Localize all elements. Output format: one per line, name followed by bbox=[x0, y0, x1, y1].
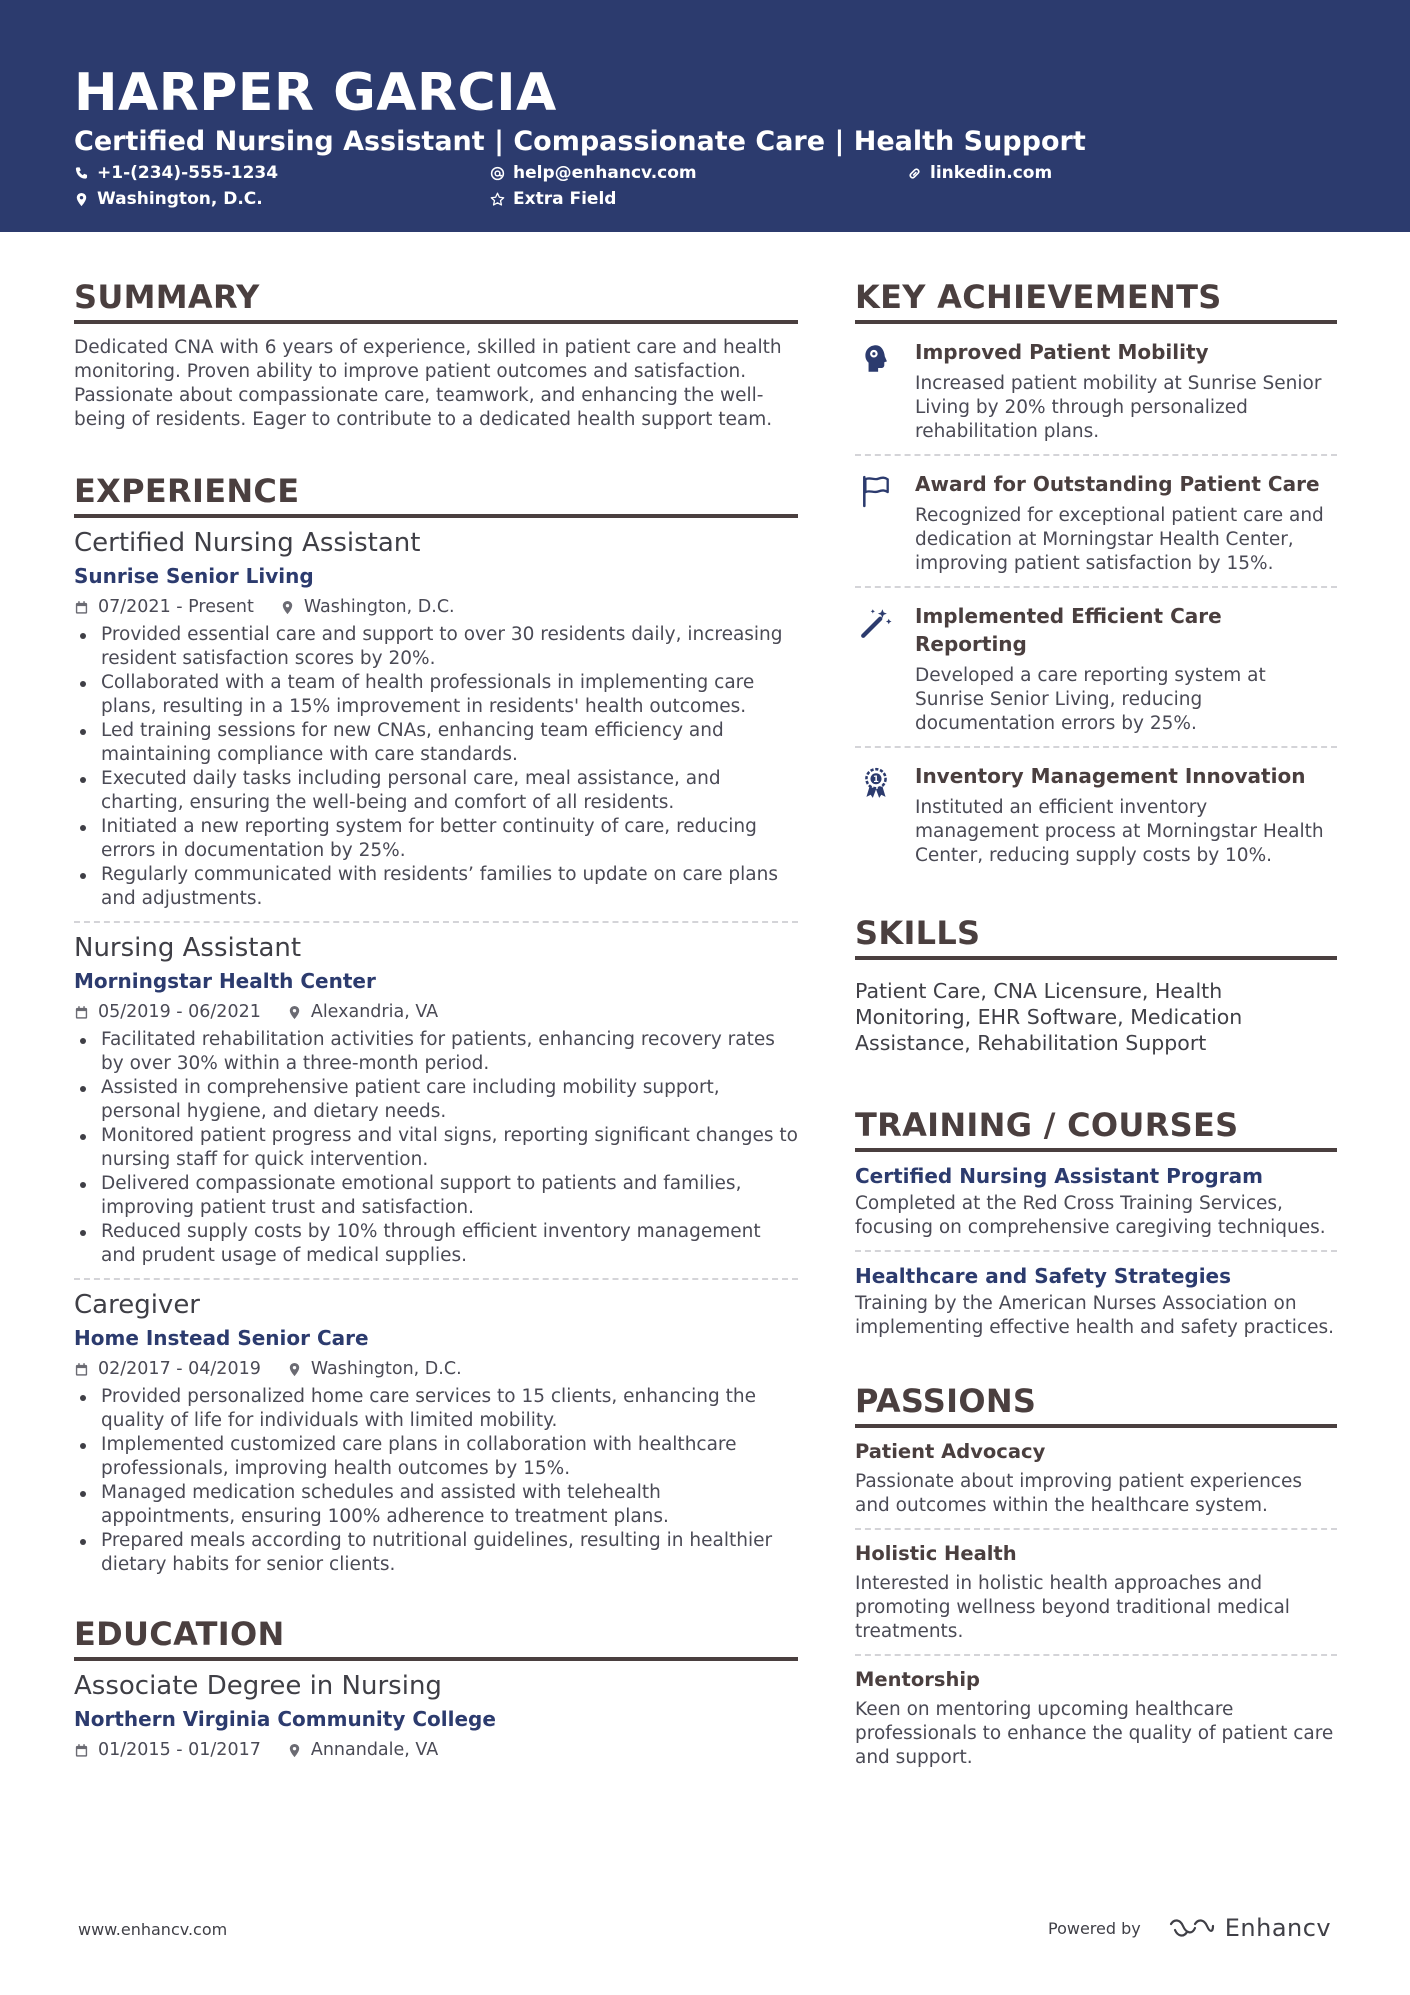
passion-title: Mentorship bbox=[855, 1668, 980, 1691]
enhancv-logo[interactable] bbox=[1167, 1914, 1331, 1942]
candidate-title: Certified Nursing Assistant | Compassionate Care | Health Support bbox=[74, 126, 1086, 157]
job-meta bbox=[74, 595, 798, 619]
calendar-icon bbox=[74, 1743, 89, 1758]
job-entry bbox=[74, 1288, 798, 1577]
job-location: Washington, D.C. bbox=[310, 1359, 462, 1379]
location-pin-icon bbox=[287, 1005, 302, 1020]
achievement-desc: Recognized for exceptional patient care and dedication at Morningstar Health Center, improving patient satisfaction by 15%. bbox=[915, 505, 1324, 574]
bullet-item: Provided essential care and support to over 30 residents daily, increasing resident satisfaction scores by 20%. bbox=[74, 623, 798, 671]
job-meta bbox=[74, 1357, 798, 1381]
bullet-item: Assisted in comprehensive patient care including mobility support, personal hygiene, and dietary needs. bbox=[74, 1076, 798, 1124]
job-dates: 02/2017 - 04/2019 bbox=[98, 1359, 261, 1379]
contact-phone bbox=[74, 161, 278, 185]
job-bullets bbox=[74, 1385, 798, 1577]
job-dates: 05/2019 - 06/2021 bbox=[98, 1002, 261, 1022]
contact-email[interactable] bbox=[490, 161, 697, 185]
achievement-title: Implemented Efficient Care Reporting bbox=[915, 604, 1222, 656]
passion-desc: Passionate about improving patient experiences and outcomes within the healthcare system. bbox=[855, 1471, 1302, 1516]
company-name: Home Instead Senior Care bbox=[74, 1326, 369, 1350]
course-item bbox=[855, 1262, 1337, 1340]
footer-branding bbox=[1048, 1914, 1331, 1942]
bullet-item: Implemented customized care plans in collaboration with healthcare professionals, improving health outcomes by 15%. bbox=[74, 1433, 798, 1481]
course-desc: Training by the American Nurses Association on implementing effective health and safety practices. bbox=[855, 1293, 1334, 1338]
bullet-item: Initiated a new reporting system for better continuity of care, reducing errors in documentation by 25%. bbox=[74, 815, 798, 863]
skills-section bbox=[855, 912, 1337, 1056]
divider bbox=[74, 1278, 798, 1280]
passion-desc: Interested in holistic health approaches and promoting wellness beyond traditional medical treatments. bbox=[855, 1573, 1290, 1642]
location-pin-icon bbox=[280, 600, 295, 615]
powered-by-text: Powered by bbox=[1048, 1918, 1141, 1938]
achievement-title: Award for Outstanding Patient Care bbox=[915, 472, 1320, 496]
school-name: Northern Virginia Community College bbox=[74, 1707, 496, 1731]
contact-extra bbox=[490, 187, 616, 211]
section-heading: EXPERIENCE bbox=[74, 470, 798, 518]
location-pin-icon bbox=[287, 1743, 302, 1758]
achievement-item bbox=[855, 456, 1337, 586]
summary-section bbox=[74, 276, 798, 432]
summary-text: Dedicated CNA with 6 years of experience, skilled in patient care and health monitoring. Proven ability to improve patient outcomes and satisfaction. Passionate about compassionate care, teamwork, and enhancing the well-being of residents. Eager to contribute to a dedicated health support team. bbox=[74, 337, 782, 430]
flag-icon bbox=[859, 474, 893, 508]
passion-item bbox=[855, 1540, 1337, 1644]
section-heading: SKILLS bbox=[855, 912, 1337, 960]
contact-location bbox=[74, 187, 263, 211]
achievement-desc: Increased patient mobility at Sunrise Senior Living by 20% through personalized rehabilitation plans. bbox=[915, 373, 1322, 442]
degree-title: Associate Degree in Nursing bbox=[74, 1671, 442, 1701]
link-icon bbox=[907, 166, 922, 181]
resume-header bbox=[0, 0, 1410, 232]
brand-name: Enhancv bbox=[1224, 1914, 1332, 1942]
job-bullets bbox=[74, 623, 798, 911]
location-pin-icon bbox=[74, 192, 89, 207]
email-text[interactable]: help@enhancv.com bbox=[513, 163, 697, 183]
divider bbox=[855, 1528, 1337, 1530]
education-location: Annandale, VA bbox=[310, 1740, 439, 1760]
contact-linkedin[interactable] bbox=[907, 161, 1052, 185]
course-title: Healthcare and Safety Strategies bbox=[855, 1264, 1232, 1288]
bullet-item: Regularly communicated with residents’ families to update on care plans and adjustments. bbox=[74, 863, 798, 911]
education-section bbox=[74, 1613, 798, 1762]
training-section bbox=[855, 1104, 1337, 1340]
svg-text:1: 1 bbox=[873, 774, 879, 785]
achievement-title: Inventory Management Innovation bbox=[915, 764, 1306, 788]
achievement-desc: Developed a care reporting system at Sunrise Senior Living, reducing documentation errors by 25%. bbox=[915, 665, 1266, 734]
extra-text: Extra Field bbox=[513, 189, 617, 209]
job-bullets bbox=[74, 1028, 798, 1268]
job-title: Caregiver bbox=[74, 1290, 201, 1320]
job-entry bbox=[74, 931, 798, 1268]
achievement-item bbox=[855, 588, 1337, 746]
left-column bbox=[74, 276, 798, 1762]
education-dates: 01/2015 - 01/2017 bbox=[98, 1740, 261, 1760]
location-text: Washington, D.C. bbox=[97, 189, 263, 209]
divider bbox=[74, 921, 798, 923]
linkedin-text[interactable]: linkedin.com bbox=[930, 163, 1053, 183]
section-heading: EDUCATION bbox=[74, 1613, 798, 1661]
course-title: Certified Nursing Assistant Program bbox=[855, 1164, 1263, 1188]
passion-title: Patient Advocacy bbox=[855, 1440, 1046, 1463]
bullet-item: Prepared meals according to nutritional guidelines, resulting in healthier dietary habits for senior clients. bbox=[74, 1529, 798, 1577]
job-title: Certified Nursing Assistant bbox=[74, 528, 421, 558]
passion-item bbox=[855, 1438, 1337, 1518]
bullet-item: Managed medication schedules and assisted with telehealth appointments, ensuring 100% adherence to treatment plans. bbox=[74, 1481, 798, 1529]
section-heading: SUMMARY bbox=[74, 276, 798, 324]
bullet-item: Monitored patient progress and vital signs, reporting significant changes to nursing staff for quick intervention. bbox=[74, 1124, 798, 1172]
achievements-section bbox=[855, 276, 1337, 878]
job-dates: 07/2021 - Present bbox=[98, 597, 254, 617]
bullet-item: Reduced supply costs by 10% through efficient inventory management and prudent usage of medical supplies. bbox=[74, 1220, 798, 1268]
right-column bbox=[855, 276, 1337, 1770]
bullet-item: Collaborated with a team of health professionals in implementing care plans, resulting in a 15% improvement in residents' health outcomes. bbox=[74, 671, 798, 719]
enhancv-logo-icon bbox=[1167, 1916, 1215, 1940]
bullet-item: Led training sessions for new CNAs, enhancing team efficiency and maintaining compliance with care standards. bbox=[74, 719, 798, 767]
footer-website[interactable]: www.enhancv.com bbox=[78, 1920, 228, 1939]
passion-item bbox=[855, 1666, 1337, 1770]
magic-wand-icon bbox=[859, 606, 893, 640]
achievement-desc: Instituted an efficient inventory management process at Morningstar Health Center, reducing supply costs by 10%. bbox=[915, 797, 1324, 866]
company-name: Sunrise Senior Living bbox=[74, 564, 314, 588]
passions-section bbox=[855, 1380, 1337, 1770]
experience-section bbox=[74, 470, 798, 1577]
bullet-item: Provided personalized home care services to 15 clients, enhancing the quality of life for individuals with limited mobility. bbox=[74, 1385, 798, 1433]
achievement-item bbox=[855, 748, 1337, 878]
passion-desc: Keen on mentoring upcoming healthcare professionals to enhance the quality of patient care and support. bbox=[855, 1699, 1334, 1768]
bullet-item: Executed daily tasks including personal care, meal assistance, and charting, ensuring the well-being and comfort of all residents. bbox=[74, 767, 798, 815]
at-icon bbox=[490, 166, 505, 181]
divider bbox=[855, 1654, 1337, 1656]
job-location: Alexandria, VA bbox=[310, 1002, 439, 1022]
job-meta bbox=[74, 1000, 798, 1024]
bullet-item: Facilitated rehabilitation activities for patients, enhancing recovery rates by over 30% within a three-month period. bbox=[74, 1028, 798, 1076]
calendar-icon bbox=[74, 600, 89, 615]
passion-title: Holistic Health bbox=[855, 1542, 1017, 1565]
achievement-title: Improved Patient Mobility bbox=[915, 340, 1209, 364]
divider bbox=[855, 1250, 1337, 1252]
education-meta bbox=[74, 1738, 798, 1762]
course-desc: Completed at the Red Cross Training Services, focusing on comprehensive caregiving techniques. bbox=[855, 1193, 1326, 1238]
achievement-item bbox=[855, 324, 1337, 454]
calendar-icon bbox=[74, 1005, 89, 1020]
job-location: Washington, D.C. bbox=[303, 597, 455, 617]
star-icon bbox=[490, 192, 505, 207]
course-item bbox=[855, 1162, 1337, 1240]
location-pin-icon bbox=[287, 1362, 302, 1377]
bullet-item: Delivered compassionate emotional support to patients and families, improving patient trust and satisfaction. bbox=[74, 1172, 798, 1220]
section-heading: TRAINING / COURSES bbox=[855, 1104, 1337, 1152]
candidate-name: HARPER GARCIA bbox=[74, 63, 557, 123]
calendar-icon bbox=[74, 1362, 89, 1377]
skills-text: Patient Care, CNA Licensure, Health Monitoring, EHR Software, Medication Assistance, Rehabilitation Support bbox=[855, 979, 1243, 1055]
section-heading: PASSIONS bbox=[855, 1380, 1337, 1428]
phone-text: +1-(234)-555-1234 bbox=[97, 163, 279, 183]
head-icon bbox=[859, 342, 893, 376]
job-title: Nursing Assistant bbox=[74, 933, 302, 963]
award-ribbon-icon bbox=[859, 766, 893, 800]
job-entry bbox=[74, 526, 798, 911]
phone-icon bbox=[74, 166, 89, 181]
section-heading: KEY ACHIEVEMENTS bbox=[855, 276, 1337, 324]
company-name: Morningstar Health Center bbox=[74, 969, 376, 993]
